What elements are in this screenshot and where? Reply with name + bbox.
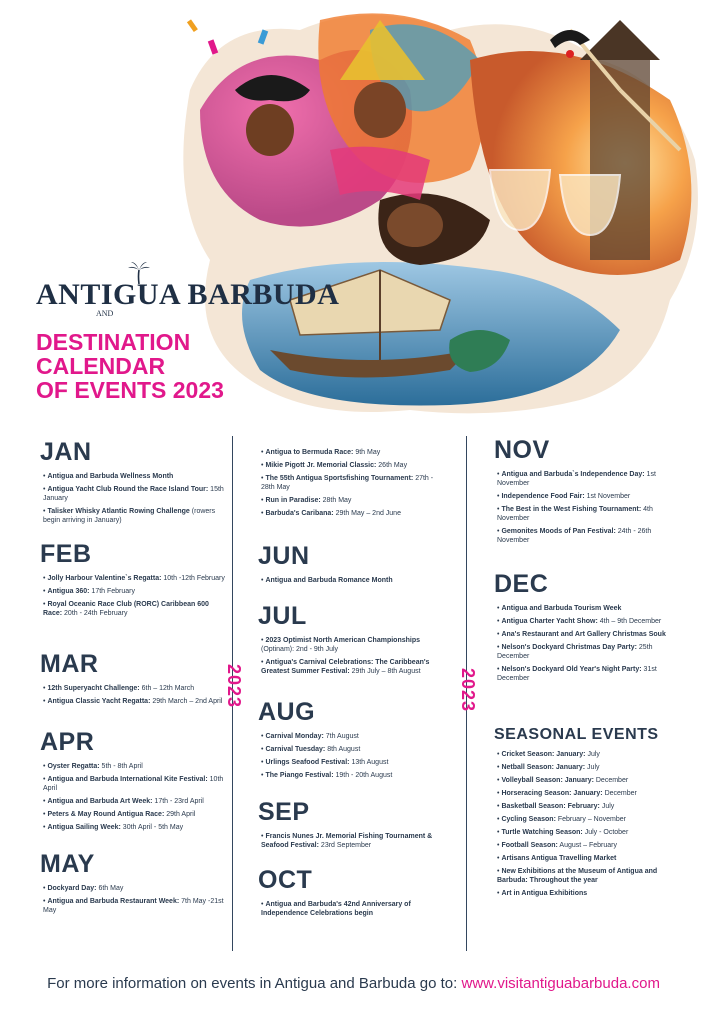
month-heading: AUG [258,698,316,726]
event-item: • Ana's Restaurant and Art Gallery Christmas Souk [497,631,666,638]
event-item: • Antigua and Barbuda Restaurant Week: 7th May -21st May [43,898,224,914]
event-item: • Netball Season: January: July [497,764,600,771]
month-nov [494,436,674,549]
brand-logo [36,266,340,326]
event-item: • 2023 Optimist North American Championships (Optinam): 2nd - 9th July [261,637,421,653]
event-item: • Cycling Season: February – November [497,816,626,823]
event-item: • Barbuda's Caribana: 29th May – 2nd June [261,510,401,517]
event-item: • Antigua Sailing Week: 30th April - 5th May [43,824,184,831]
website-link[interactable]: www.visitantiguabarbuda.com [461,975,660,992]
month-heading: SEP [258,798,310,826]
event-item: • Carnival Tuesday: 8th August [261,746,361,753]
event-item: • Antigua's Carnival Celebrations: The Caribbean's Greatest Summer Festival: 29th July – 8th August [261,659,430,675]
month-dec [494,570,674,687]
month-heading: JAN [40,438,92,466]
event-item: • The Best in the West Fishing Tournament: 4th November [497,506,653,522]
footer-text: For more information on events in Antigua and Barbuda go to: [47,975,458,992]
event-item: • Francis Nunes Jr. Memorial Fishing Tournament & Seafood Festival: 23rd September [261,833,433,849]
event-item: • Volleyball Season: January: December [497,777,629,784]
month-heading: JUL [258,602,307,630]
title-line-1: DESTINATION [36,329,191,355]
month-feb [40,540,225,622]
event-item: • Urlings Seafood Festival: 13th August [261,759,389,766]
event-item: • Football Season: August – February [497,842,618,849]
event-item: • Independence Food Fair: 1st November [497,493,631,500]
month-jun [258,542,448,589]
page-title [36,330,236,402]
month-oct [258,866,448,922]
section-heading: SEASONAL EVENTS [494,726,659,743]
event-item: • Peters & May Round Antigua Race: 29th April [43,811,196,818]
event-item: • Antigua 360: 17th February [43,588,136,595]
title-line-3: OF EVENTS 2023 [36,377,224,403]
event-item: • Antigua Charter Yacht Show: 4th – 9th December [497,618,662,625]
month-heading: MAY [40,850,95,878]
title-line-2: CALENDAR [36,353,166,379]
month-jan [40,438,225,529]
month-heading: OCT [258,866,313,894]
seasonal-events [494,726,674,902]
event-item: • Antigua and Barbuda Tourism Week [497,605,622,612]
event-item: • Antigua and Barbuda Art Week: 17th - 23rd April [43,798,204,805]
year-label-left: 2023 [224,664,244,709]
event-item: • Antigua Yacht Club Round the Race Island Tour: 15th January [43,486,224,502]
footer [0,975,707,992]
event-item: • Run in Paradise: 28th May [261,497,352,504]
month-aug [258,698,448,784]
month-may [40,850,225,919]
event-item: • Antigua and Barbuda's 42nd Anniversary of Independence Celebrations begin [261,901,411,917]
month-heading: FEB [40,540,92,568]
event-item: • Art in Antigua Exhibitions [497,890,588,897]
event-item: • Mikie Pigott Jr. Memorial Classic: 26th May [261,462,408,469]
month-heading: NOV [494,436,550,464]
event-item: • Artisans Antigua Travelling Market [497,855,617,862]
event-item: • Antigua and Barbuda Romance Month [261,577,393,584]
event-item: • Oyster Regatta: 5th - 8th April [43,763,143,770]
month-heading: JUN [258,542,310,570]
event-item: • Horseracing Season: January: December [497,790,637,797]
event-item: • Dockyard Day: 6th May [43,885,124,892]
event-item: • Talisker Whisky Atlantic Rowing Challenge (rowers begin arriving in January) [43,508,216,524]
month-heading: MAR [40,650,99,678]
event-item: • The Piango Festival: 19th - 20th August [261,772,393,779]
event-item: • Antigua Classic Yacht Regatta: 29th March – 2nd April [43,698,223,705]
logo-and: AND [96,309,114,318]
logo-wordmark: ANTIGUA BARBUDA [36,278,340,311]
month-may-continued [258,448,448,522]
event-item: • New Exhibitions at the Museum of Antigua and Barbuda: Throughout the year [497,868,658,884]
event-item: • Basketball Season: February: July [497,803,615,810]
event-item: • Jolly Harbour Valentine`s Regatta: 10th -12th February [43,575,225,582]
event-item: • Carnival Monday: 7th August [261,733,359,740]
event-item: • Antigua and Barbuda International Kite Festival: 10th April [43,776,224,792]
event-item: • Antigua to Bermuda Race: 9th May [261,449,381,456]
event-item: • The 55th Antigua Sportsfishing Tournament: 27th - 28th May [261,475,434,491]
month-jul [258,602,448,680]
event-item: • Turtle Watching Season: July - October [497,829,629,836]
event-item: • 12th Superyacht Challenge: 6th – 12th March [43,685,195,692]
event-item: • Gemonites Moods of Pan Festival: 24th - 26th November [497,528,652,544]
month-sep [258,798,448,854]
month-mar [40,650,225,710]
event-item: • Nelson's Dockyard Christmas Day Party: 25th December [497,644,653,660]
event-item: • Nelson's Dockyard Old Year's Night Party: 31st December [497,666,657,682]
month-apr [40,728,225,836]
year-label-right: 2023 [458,668,478,713]
month-heading: APR [40,728,95,756]
event-item: • Royal Oceanic Race Club (RORC) Caribbean 600 Race: 20th - 24th February [43,601,209,617]
event-item: • Antigua and Barbuda`s Independence Day: 1st November [497,471,656,487]
event-item: • Cricket Season: January: July [497,751,600,758]
event-item: • Antigua and Barbuda Wellness Month [43,473,174,480]
month-heading: DEC [494,570,549,598]
